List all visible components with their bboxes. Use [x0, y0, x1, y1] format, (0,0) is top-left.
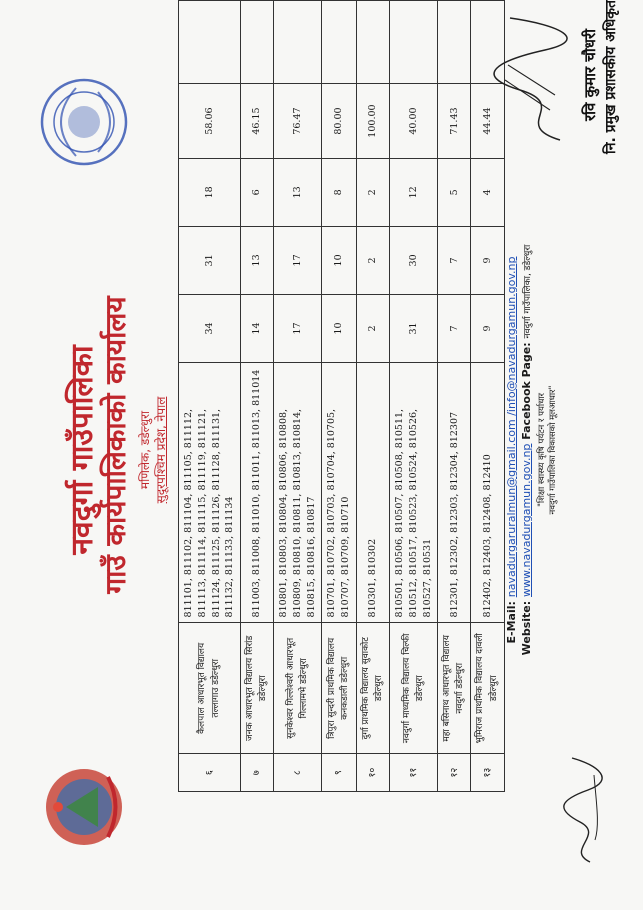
symbol-codes-cell: 810501, 810506, 810507, 810508, 810511, 810512, 810517, 810523, 810524, 810526, 810527, 810531	[390, 363, 438, 623]
officer-name: रवि कुमार चौधरी	[581, 29, 599, 121]
serial-cell: १०	[356, 754, 389, 792]
table-row	[274, 1, 322, 792]
table-row	[179, 1, 241, 792]
passed-cell: 8	[322, 158, 357, 226]
header-municipality-name: नवदुर्गा गाउँपालिका	[65, 345, 100, 555]
passed-cell: 5	[438, 158, 471, 226]
school-name-cell: दुर्गा प्राथमिक विद्यालय सुवाकोट डडेल्धुरा	[356, 623, 389, 754]
remarks-cell	[241, 1, 274, 84]
appeared-cell: 31	[179, 226, 241, 294]
serial-cell: ८	[274, 754, 322, 792]
nepal-emblem-logo	[38, 762, 130, 852]
officer-title: नि. प्रमुख प्रशासकीय अधिकृत	[603, 0, 619, 154]
header-office-name: गाउँ कार्यपालिकाको कार्यालय	[99, 296, 132, 594]
results-table	[178, 0, 505, 792]
percent-cell: 76.47	[274, 84, 322, 159]
header-address: मणिलेक, डडेल्धुरा	[138, 410, 152, 490]
symbol-codes-cell: 811003, 811008, 811010, 811011, 811013, 811014	[241, 363, 274, 623]
serial-cell: ७	[241, 754, 274, 792]
total-cell: 31	[390, 294, 438, 362]
appeared-cell: 17	[274, 226, 322, 294]
total-cell: 9	[471, 294, 504, 362]
symbol-codes-cell: 810701, 810702, 810703, 810704, 810705, 810707, 810709, 810710	[322, 363, 357, 623]
office-stamp	[36, 74, 132, 170]
symbol-codes-cell: 812402, 812403, 812408, 812410	[471, 363, 504, 623]
percent-cell: 80.00	[322, 84, 357, 159]
footer-slogan-line-1: "शिक्षा स्वास्थ्य कृषि पर्यटन र पर्याधार	[537, 392, 547, 508]
school-name-cell: भुमिराज प्राथमिक विद्यालय दावली डडेल्धुरा	[471, 623, 504, 754]
remarks-cell	[274, 1, 322, 84]
table-row	[241, 1, 274, 792]
footer-slogan-line-2: नवदुर्गा गाउँपालिका विकासको मूलआधार"	[548, 385, 558, 515]
passed-cell: 13	[274, 158, 322, 226]
website-label: Website:	[520, 600, 533, 656]
total-cell: 14	[241, 294, 274, 362]
serial-cell: ६	[179, 754, 241, 792]
total-cell: 10	[322, 294, 357, 362]
facebook-value: नवदुर्गा गाउँपालिका, डडेल्धुरा	[523, 244, 533, 339]
footer-email-line	[505, 140, 518, 760]
percent-cell: 100.00	[356, 84, 389, 159]
handwritten-signature-right	[490, 10, 580, 150]
table-row	[390, 1, 438, 792]
passed-cell: 6	[241, 158, 274, 226]
total-cell: 2	[356, 294, 389, 362]
serial-cell: ११	[390, 754, 438, 792]
table-row	[322, 1, 357, 792]
remarks-cell	[179, 1, 241, 84]
email-link[interactable]: navadurgaruralmun@gmail.com /info@navadurgamun.gov.np	[505, 256, 518, 598]
serial-cell: १३	[471, 754, 504, 792]
percent-cell: 46.15	[241, 84, 274, 159]
footer-contact	[505, 140, 558, 760]
table-row	[438, 1, 471, 792]
symbol-codes-cell: 811101, 811102, 811104, 811105, 811112, 811113, 811114, 811115, 811119, 811121, 811124, 811125, 811126, 811128, 811131, 811132, 811133, 811134	[179, 363, 241, 623]
serial-cell: ९	[322, 754, 357, 792]
symbol-codes-cell: 810301, 810302	[356, 363, 389, 623]
header-province: सुदूरपश्चिम प्रदेश, नेपाल	[154, 396, 168, 504]
serial-cell: १२	[438, 754, 471, 792]
email-label: E-Mail:	[505, 601, 518, 644]
appeared-cell: 9	[471, 226, 504, 294]
remarks-cell	[438, 1, 471, 84]
total-cell: 34	[179, 294, 241, 362]
school-name-cell: जनक आधारभूत विद्यालय सिरांड डडेल्धुरा	[241, 623, 274, 754]
symbol-codes-cell: 810801, 810803, 810804, 810806, 810808, 810809, 810810, 810811, 810813, 810814, 810815, 810816, 810817	[274, 363, 322, 623]
percent-cell: 71.43	[438, 84, 471, 159]
website-link[interactable]: www.navadurgamun.gov.np	[520, 443, 533, 597]
appeared-cell: 13	[241, 226, 274, 294]
passed-cell: 2	[356, 158, 389, 226]
school-name-cell: त्रिपुरा सुन्दरी प्राथमिक विद्यालय कनकडाली डडेल्धुरा	[322, 623, 357, 754]
symbol-codes-cell: 812301, 812302, 812303, 812304, 812307	[438, 363, 471, 623]
remarks-cell	[322, 1, 357, 84]
remarks-cell	[356, 1, 389, 84]
appeared-cell: 2	[356, 226, 389, 294]
school-name-cell: कैलपाल आधारभूत विद्यालय तल्लागाउ डडेल्धुरा	[179, 623, 241, 754]
school-name-cell: सुनकेश्वर गिल्लेश्वरी आधारभूत गिल्लामभे डडेल्धुरा	[274, 623, 322, 754]
passed-cell: 4	[471, 158, 504, 226]
remarks-cell	[390, 1, 438, 84]
facebook-label: Facebook Page:	[520, 342, 533, 440]
appeared-cell: 10	[322, 226, 357, 294]
footer-website-line	[520, 140, 533, 760]
school-name-cell: महा बसिनाथ आधारभूत विद्यालय नवदुर्गा डडेल्धुरा	[438, 623, 471, 754]
percent-cell: 40.00	[390, 84, 438, 159]
passed-cell: 18	[179, 158, 241, 226]
table-row	[356, 1, 389, 792]
percent-cell: 44.44	[471, 84, 504, 159]
appeared-cell: 7	[438, 226, 471, 294]
percent-cell: 58.06	[179, 84, 241, 159]
handwritten-signature-left	[550, 750, 610, 870]
appeared-cell: 30	[390, 226, 438, 294]
total-cell: 7	[438, 294, 471, 362]
school-name-cell: नवदुर्गा माध्यमिक विद्यालय चिल्फी डडेल्धुरा	[390, 623, 438, 754]
total-cell: 17	[274, 294, 322, 362]
results-table-body	[179, 1, 505, 792]
passed-cell: 12	[390, 158, 438, 226]
